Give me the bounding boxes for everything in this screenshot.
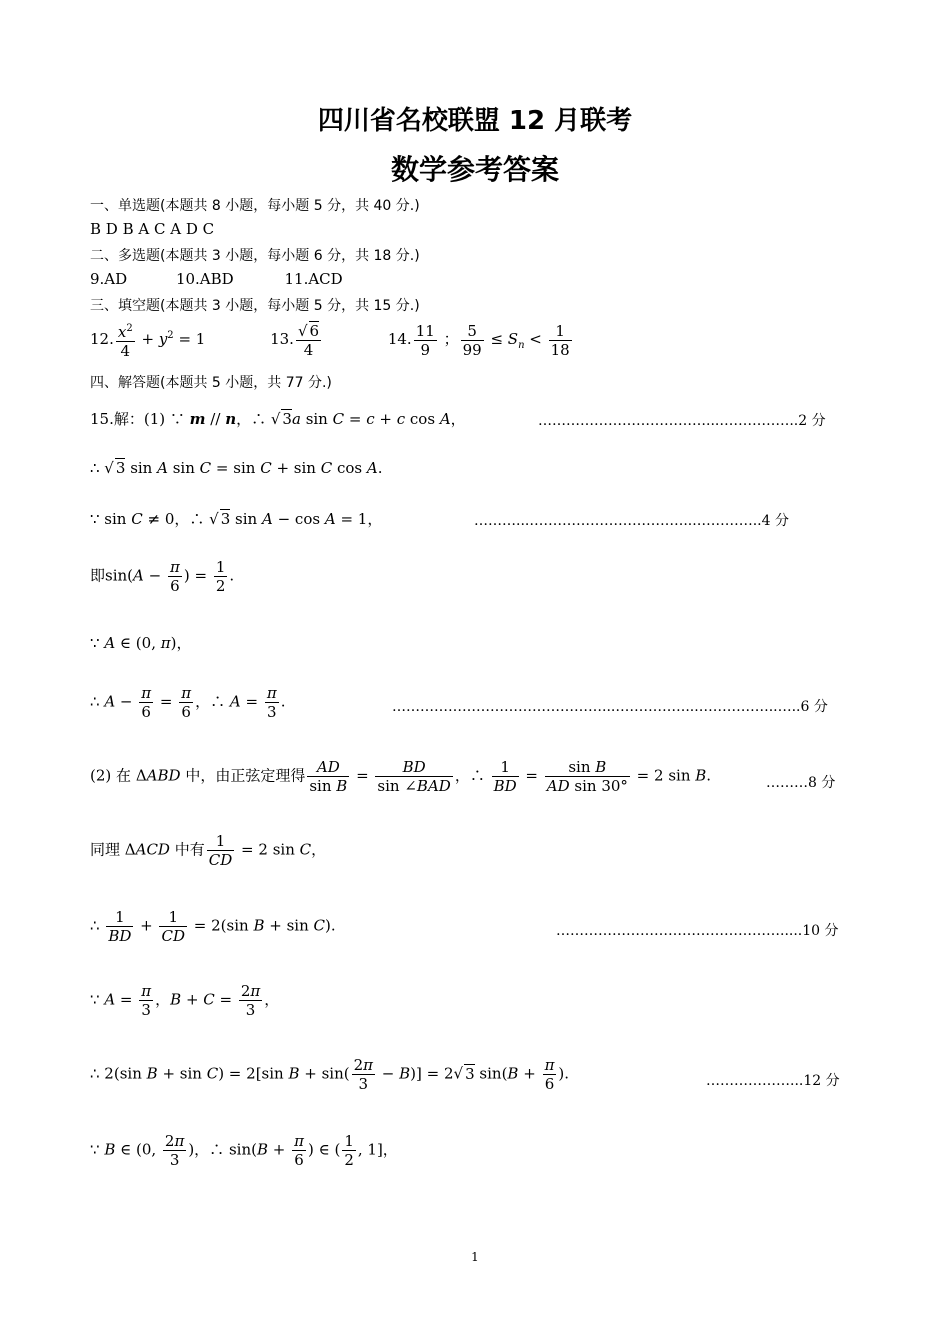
score-6: ………………………………………...……………...……………..…..6 分 [392, 699, 828, 715]
score-10: ………………………………………….....10 分 [556, 923, 839, 939]
page-subtitle: 数学参考答案 [390, 153, 559, 186]
q15-step-7: (2) 在 ΔABD 中，由正弦定理得 $\frac{AD}{\text{sin B}}$ = $\frac{BD}{\text{sin ∠BAD}}$ ，∴ $\frac{1}{BD}$ = $\frac{\text{sin B}}{\text{AD sin 30°}}$ = 2 sin B. [90, 758, 712, 795]
answer-13-label: 13. [270, 330, 294, 348]
score-8: ………8 分 [766, 775, 836, 791]
answer-10: 10.ABD [175, 270, 234, 288]
q15-step-4: 即sin(A − $\frac{\pi}{6}$ ) = $\frac{1}{2}$ . [90, 558, 235, 595]
ji-label: 即 [90, 566, 106, 585]
page-title: 四川省名校联盟 12 月联考 [317, 106, 633, 136]
single-choice-answers: B D B A C A D C [90, 220, 215, 238]
section-heading-1: 一、单选题(本题共 8 小题，每小题 5 分，共 40 分.) [90, 198, 420, 214]
q15-label: 15.解：(1) [90, 410, 166, 428]
answer-14-fraction: $\frac{11}{9}$ [415, 321, 435, 359]
q15-step-10: ∵ A = $\frac{\pi}{3}$ ，B + C = $\frac{2\pi}{3}$ ， [90, 982, 280, 1019]
section-heading-2: 二、多选题(本题共 3 小题，每小题 6 分，共 18 分.) [90, 248, 420, 264]
q15-step-3: ∵ sin C ≠ 0，∴ √ 3 sin A − cos A = 1， [90, 510, 383, 528]
answer-12-label: 12. [90, 330, 114, 348]
score-12: ………………...12 分 [706, 1073, 840, 1089]
q15-step-5: ∵ A ∈ (0, π)， [90, 634, 192, 652]
fill-blank-answers: 12. $\frac{x^2}{4}$ + $y^2 = 1$ 13. $\frac{√ 6}{4}$ 14. $\frac{11}{9}$ ； $\frac{5}{99}$ ≤ $S_n$ < $\frac{1}{18}$ [90, 321, 570, 360]
score-2: ………………………………...……………..2 分 [538, 413, 826, 429]
q15-step-12: ∵ B ∈ (0, $\frac{2\pi}{3}$ )，∴ sin(B + $\frac{\pi}{6}$ ) ∈ ( $\frac{1}{2}$ , 1]， [90, 1132, 398, 1169]
multi-choice-answers [90, 270, 343, 288]
q15-step-1: 15.解：(1) ∵ m // n，∴ √ 3a sin C = c + c cos A， [90, 410, 466, 428]
q15-step-8: 同理 ΔACD 中有 $\frac{1}{CD}$ = 2 sin C， [90, 832, 327, 869]
answer-14-label: 14. [387, 330, 412, 348]
score-4: ………...……………………………...…………..4 分 [474, 513, 789, 529]
q15-step-9: ∴ $\frac{1}{BD}$ + $\frac{1}{CD}$ = 2(sin B + sin C). [90, 908, 336, 945]
section-heading-3: 三、填空题(本题共 3 小题，每小题 5 分，共 15 分.) [90, 298, 420, 314]
q15-step-2: ∴ √ 3 sin A sin C = sin C + sin C cos A. [90, 459, 383, 477]
section-heading-4: 四、解答题(本题共 5 小题，共 77 分.) [90, 375, 332, 391]
q15-step-6: ∴ A − $\frac{\pi}{6}$ = $\frac{\pi}{6}$ ，∴ A = $\frac{\pi}{3}$ . [90, 684, 286, 721]
answer-9: 9.AD [90, 270, 128, 288]
answer-13-fraction: $\frac{√ 6}{4}$ [297, 322, 320, 359]
q15-step-11: ∴ 2(sin B + sin C) = 2[sin B + sin( $\frac{2\pi}{3}$ − B)] = 2√ 3 sin(B + $\frac{\pi}{6}$ ). [90, 1056, 570, 1093]
answer-12-fraction: $\frac{x^2}{4}$ [116, 320, 135, 360]
page-number: 1 [471, 1250, 479, 1264]
answer-11: 11.ACD [284, 270, 343, 288]
